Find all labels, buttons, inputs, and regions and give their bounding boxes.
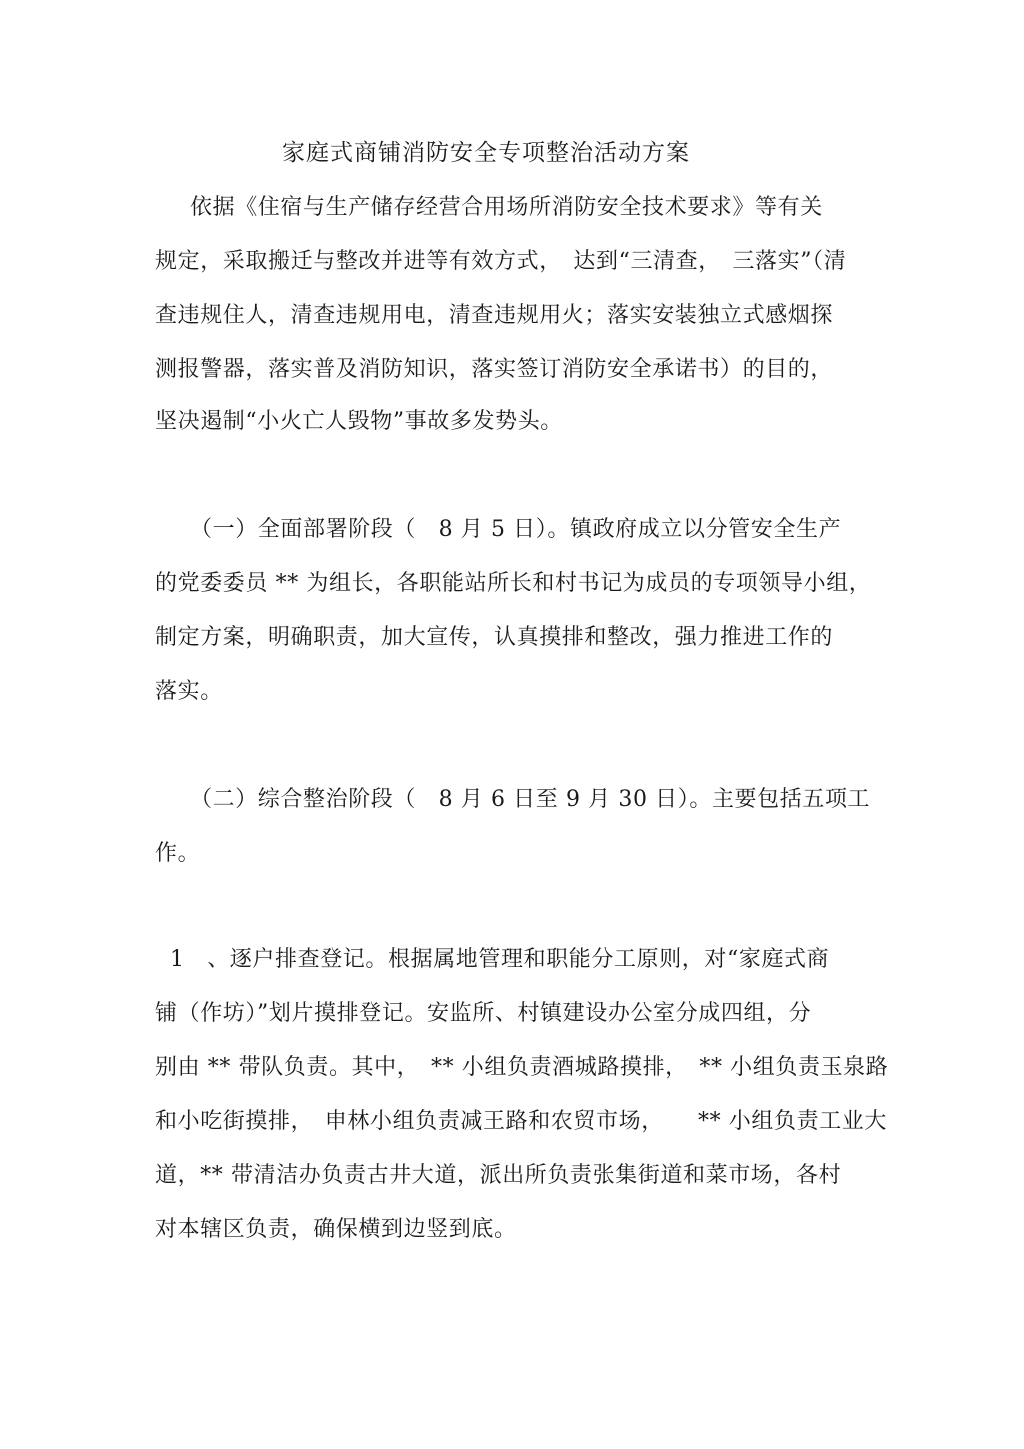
paragraph-4-line-5: 道，** 带清洁办负责古井大道，派出所负责张集街道和菜市场，各村: [155, 1163, 842, 1188]
paragraph-2-line-2: 的党委委员 ** 为组长，各职能站所长和村书记为成员的专项领导小组，: [155, 571, 872, 596]
paragraph-1-line-2: 规定，采取搬迁与整改并进等有效方式， 达到“三清查， 三落实”（清: [155, 249, 847, 274]
paragraph-4-line-4: 和小吃街摸排， 申林小组负责减王路和农贸市场， ** 小组负责工业大: [155, 1109, 887, 1134]
paragraph-3-line-1: （二）综合整治阶段（ 8 月 6 日至 9 月 30 日）。主要包括五项工: [190, 787, 871, 812]
paragraph-1-line-4: 测报警器，落实普及消防知识，落实签订消防安全承诺书）的目的，: [155, 357, 834, 382]
paragraph-4-line-2: 铺（作坊）”划片摸排登记。安监所、村镇建设办公室分成四组，分: [155, 1001, 812, 1026]
paragraph-4-line-1: 1 、逐户排查登记。根据属地管理和职能分工原则，对“家庭式商: [170, 947, 830, 972]
paragraph-2-line-3: 制定方案，明确职责，加大宣传，认真摸排和整改，强力推进工作的: [155, 625, 834, 650]
paragraph-1-line-3: 查违规住人，清查违规用电，清查违规用火；落实安装独立式感烟探: [155, 303, 834, 328]
paragraph-4-line-6: 对本辖区负责，确保横到边竖到底。: [155, 1217, 517, 1242]
paragraph-1-line-5: 坚决遏制“小火亡人毁物”事故多发势头。: [155, 409, 563, 434]
document-title: 家庭式商铺消防安全专项整治活动方案: [282, 140, 690, 166]
paragraph-4-line-3: 别由 ** 带队负责。其中， ** 小组负责酒城路摸排， ** 小组负责玉泉路: [155, 1055, 889, 1080]
paragraph-1-line-1: 依据《住宿与生产储存经营合用场所消防安全技术要求》等有关: [190, 195, 823, 220]
paragraph-2-line-1: （一）全面部署阶段（ 8 月 5 日）。镇政府成立以分管安全生产: [190, 517, 842, 542]
paragraph-2-line-4: 落实。: [155, 679, 223, 704]
paragraph-3-line-2: 作。: [155, 841, 201, 866]
